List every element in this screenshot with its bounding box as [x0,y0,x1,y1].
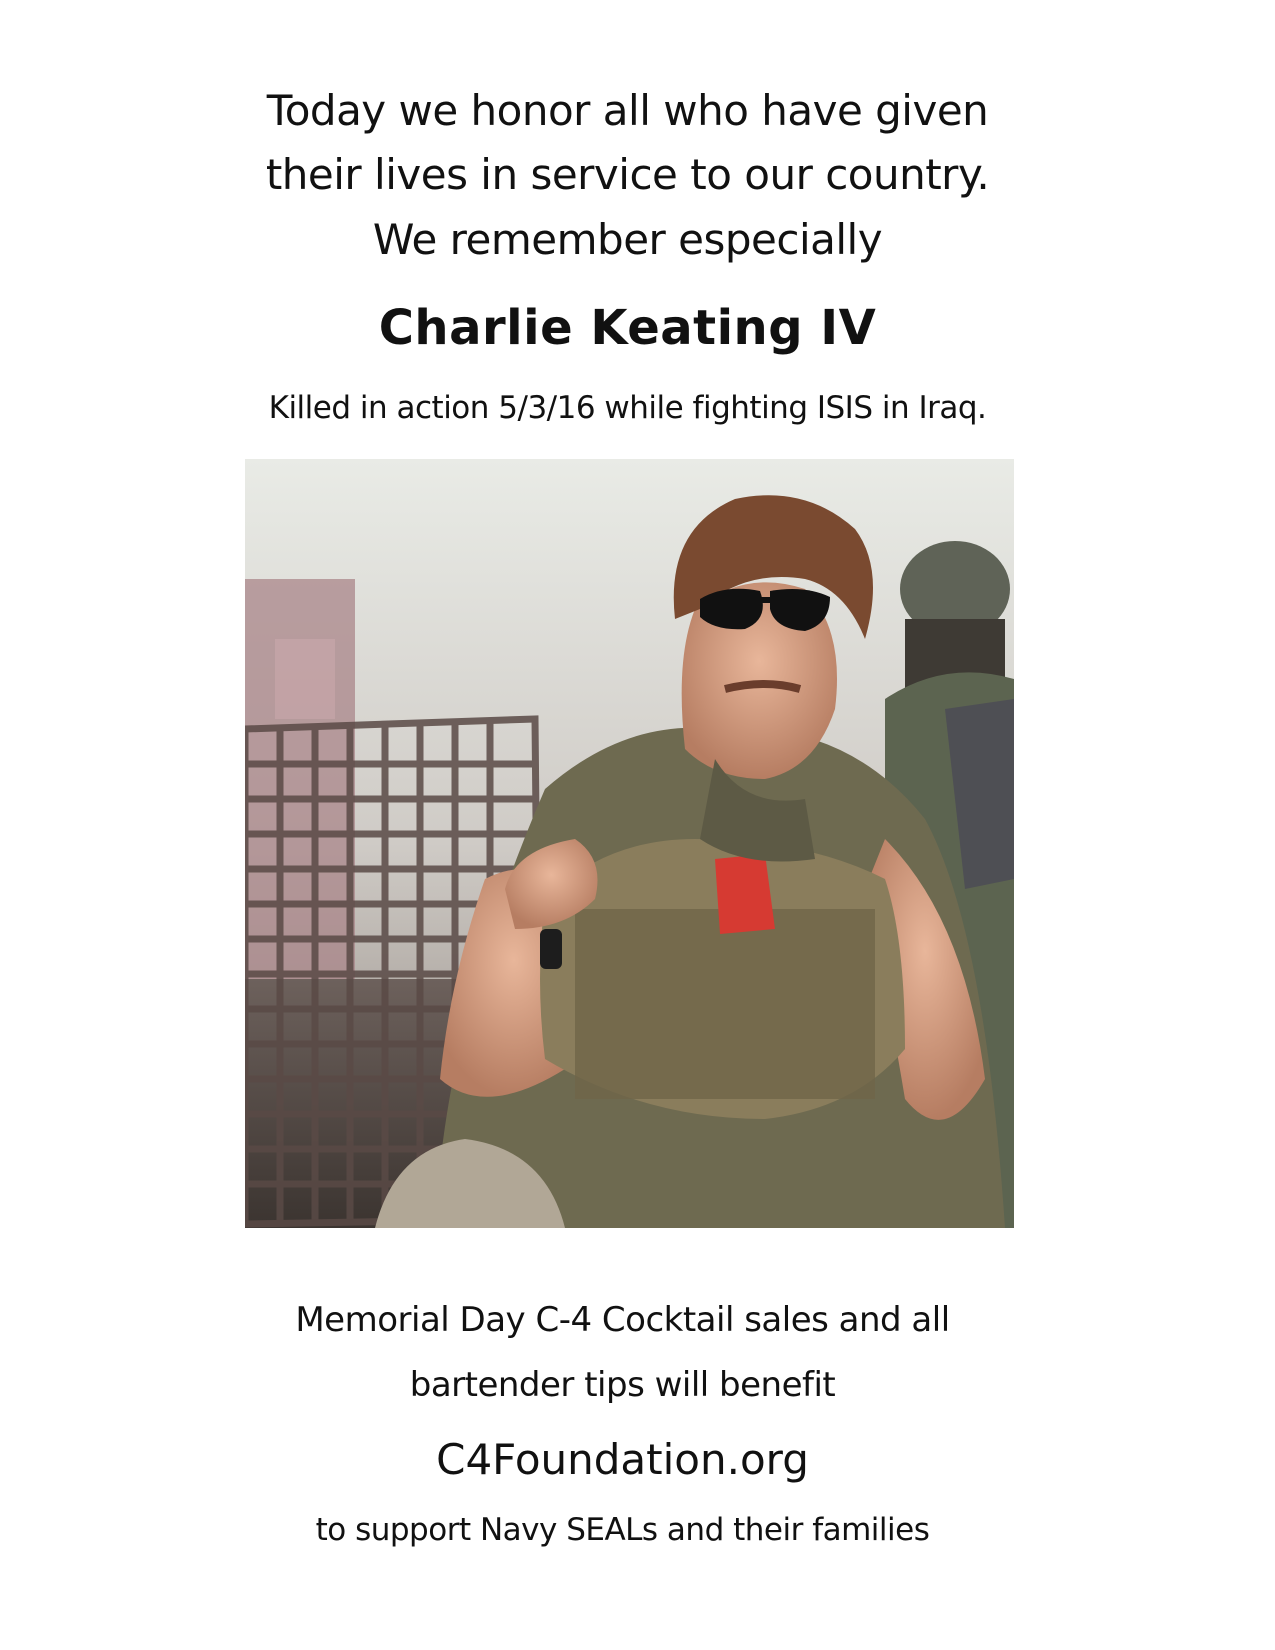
honoree-name: Charlie Keating IV [378,300,877,356]
intro-line-3: We remember especially [372,215,883,264]
benefit-line-4: to support Navy SEALs and their families [315,1512,930,1548]
benefit-line-2: bartender tips will benefit [409,1365,836,1405]
honoree-photo [245,459,1014,1228]
intro-line-2: their lives in service to our country. [265,150,990,199]
intro-line-1: Today we honor all who have given [266,86,989,135]
honoree-detail: Killed in action 5/3/16 while fighting ISIS in Iraq. [268,390,987,426]
benefit-line-1: Memorial Day C-4 Cocktail sales and all [295,1300,950,1340]
foundation-website: C4Foundation.org [436,1435,809,1484]
